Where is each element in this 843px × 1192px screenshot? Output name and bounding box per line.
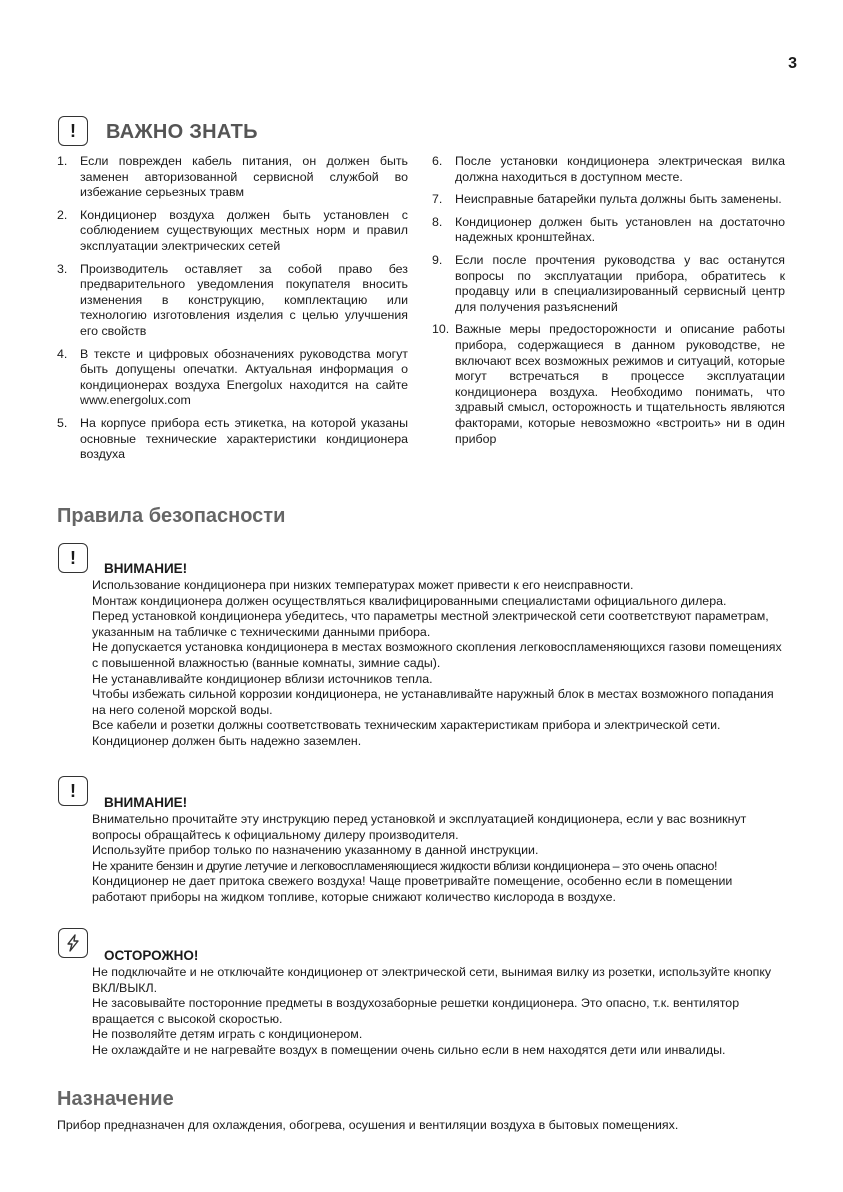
list-item: 9. Если после прочтения руководства у вас останутся вопросы по эксплуатации прибора, обратитесь к продавцу или в специализированный сервисный центр для получения разъяснений	[432, 252, 785, 314]
warning-icon: !	[58, 776, 88, 806]
caution-line: Не подключайте и не отключайте кондиционер от электрической сети, вынимая вилку из розетки, используйте кнопку ВКЛ/ВЫКЛ.	[92, 965, 772, 995]
warning-icon: !	[58, 116, 88, 146]
attention-line: Чтобы избежать сильной коррозии кондиционера, не устанавливайте наружный блок в местах возможного попадания на него соленой морской воды.	[92, 687, 774, 717]
list-item: 8. Кондиционер должен быть установлен на достаточно надежных кронштейнах.	[432, 214, 785, 245]
list-item: 3. Производитель оставляет за собой право без предварительного уведомления покупателя вносить изменения в конструкцию, комплектацию или технологию изготовления изделия с целью улучшения его свойств	[57, 261, 408, 338]
safety-heading: Правила безопасности	[57, 505, 286, 527]
lightning-icon	[58, 928, 88, 958]
list-item: 1. Если поврежден кабель питания, он должен быть заменен авторизованной сервисной службой во избежание серьезных травм	[57, 154, 408, 200]
important-list-right	[432, 154, 785, 454]
list-item: 7. Неисправные батарейки пульта должны быть заменены.	[432, 192, 782, 207]
attention-line: Используйте прибор только по назначению указанному в данной инструкции.	[92, 843, 539, 858]
attention-title: ВНИМАНИЕ!	[104, 795, 188, 810]
list-item: 6. После установки кондиционера электрическая вилка должна находиться в доступном месте.	[432, 154, 785, 184]
attention-line: Не храните бензин и другие летучие и легковоспламеняющиеся жидкости вблизи кондиционера – это очень опасно!	[92, 858, 717, 873]
caution-line: Не засовывайте посторонние предметы в воздухозаборные решетки кондиционера. Это опасно, т.к. вентилятор вращается с высокой скоростью.	[92, 996, 740, 1026]
list-item: 4. В тексте и цифровых обозначениях руководства могут быть допущены опечатки. Актуальная информация о кондиционерах воздуха Energolux находится на сайте www.energolux.com	[57, 346, 408, 408]
purpose-text: Прибор предназначен для охлаждения, обогрева, осушения и вентиляции воздуха в бытовых помещениях.	[57, 1118, 679, 1132]
attention-body	[92, 578, 787, 750]
list-item: 2. Кондиционер воздуха должен быть установлен с соблюдением существующих местных норм и правил эксплуатации электрических сетей	[57, 207, 408, 253]
important-list-left	[57, 154, 408, 470]
list-item: 5. На корпусе прибора есть этикетка, на которой указаны основные технические характеристики кондиционера воздуха	[57, 415, 408, 462]
attention-line: Не устанавливайте кондиционер вблизи источников тепла.	[92, 671, 433, 686]
caution-line: Не позволяйте детям играть с кондиционером.	[92, 1027, 363, 1042]
attention-line: Монтаж кондиционера должен осуществляться квалифицированными специалистами официального дилера.	[92, 593, 727, 608]
attention-body	[92, 812, 787, 906]
important-heading: ВАЖНО ЗНАТЬ	[106, 121, 258, 143]
attention-line: Использование кондиционера при низких температурах может привести к его неисправности.	[92, 578, 634, 592]
caution-title: ОСТОРОЖНО!	[104, 948, 199, 963]
attention-line: Кондиционер должен быть надежно заземлен.	[92, 733, 362, 748]
purpose-heading: Назначение	[57, 1088, 174, 1110]
warning-icon: !	[58, 543, 88, 573]
attention-line: Перед установкой кондиционера убедитесь, что параметры местной электрической сети соответствуют параметрам, указанным на табличке с техническими данными прибора.	[92, 609, 769, 639]
attention-line: Внимательно прочитайте эту инструкцию перед установкой и эксплуатацией кондиционера, если у вас возникнут вопросы обращайтесь к официальному дилеру производителя.	[92, 812, 747, 842]
attention-line: Кондиционер не дает притока свежего воздуха! Чаще проветривайте помещение, особенно если в помещении работают приборы на жидком топливе, которые снижают количество кислорода в воздухе.	[92, 874, 733, 904]
caution-body	[92, 965, 787, 1059]
attention-title: ВНИМАНИЕ!	[104, 561, 188, 576]
attention-line: Все кабели и розетки должны соответствовать техническим характеристикам прибора и электрической сети.	[92, 718, 721, 733]
caution-line: Не охлаждайте и не нагревайте воздух в помещении очень сильно если в нем находятся дети или инвалиды.	[92, 1042, 726, 1057]
list-item: 10. Важные меры предосторожности и описание работы прибора, содержащиеся в данном руководстве, не включают всех возможных режимов и ситуаций, которые могут встречаться в процессе эксплуатации кондиционера воздуха. Необходимо понимать, что здравый смысл, осторожность и тщательность являются факторами, которые невозможно «встроить» ни в один прибор	[432, 322, 785, 446]
attention-line: Не допускается установка кондиционера в местах возможного скопления легковоспламеняющихся газови помещениях с повышенной влажностью (ванные комнаты, зимние сады).	[92, 640, 782, 670]
page-number: 3	[788, 55, 797, 72]
